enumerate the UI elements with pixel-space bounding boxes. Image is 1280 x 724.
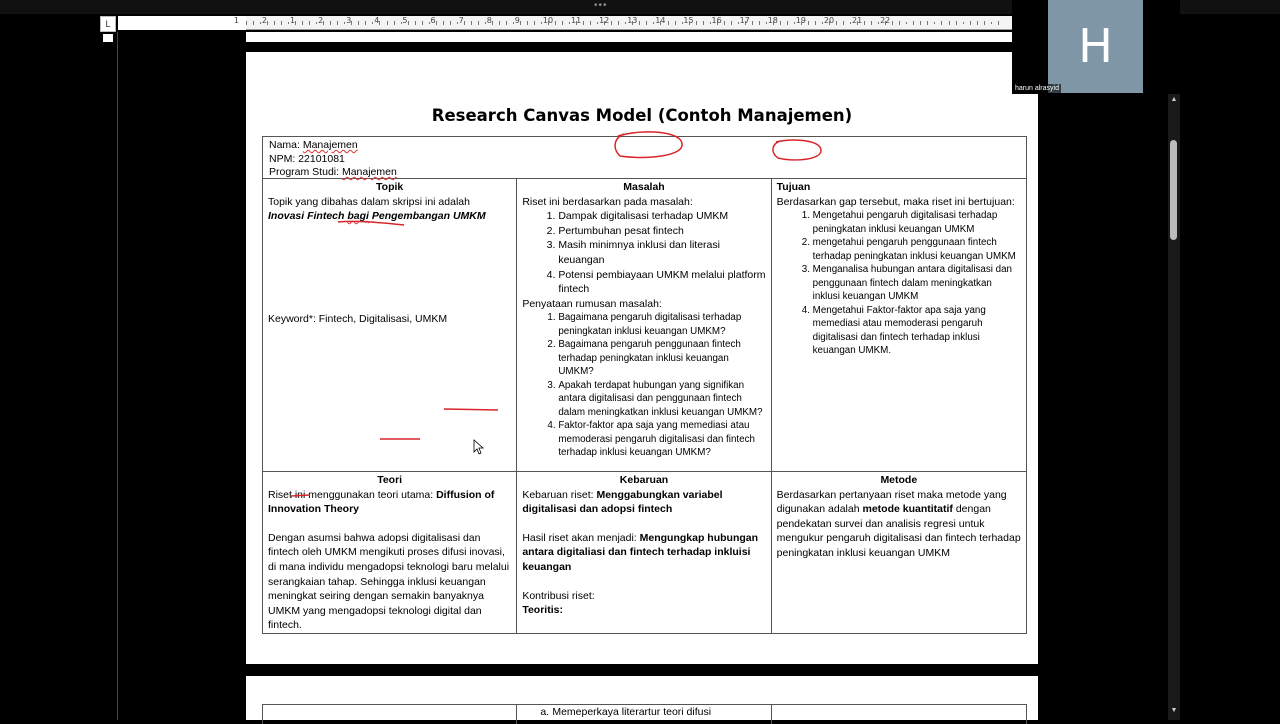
ruler-number: 7: [458, 16, 464, 25]
prodi-label: Program Studi:: [269, 166, 342, 178]
teoritis-label: Teoritis:: [522, 604, 563, 617]
ruler-tick: [485, 22, 486, 24]
ruler-tick: [752, 21, 753, 25]
ruler-tick: [941, 21, 942, 25]
list-item: 4. Mengetahui Faktor-faktor apa saja yang memediasi atau memoderasi pengaruh digitalisasi dan fintech terhadap inklusi keuangan UMKM.: [813, 304, 1021, 358]
ruler-tick: [478, 21, 479, 25]
ruler-tick: [450, 21, 451, 25]
topik-heading: Topik: [376, 181, 404, 193]
ruler-tick: [878, 22, 879, 24]
ruler-tick: [794, 22, 795, 24]
masalah-heading: Masalah: [623, 181, 665, 193]
ruler-tick: [731, 21, 732, 25]
ruler-tick: [429, 22, 430, 24]
rumusan-label: Penyataan rumusan masalah:: [522, 297, 662, 310]
metode-cell[interactable]: [772, 472, 1026, 633]
tujuan-list: [777, 209, 1021, 358]
ruler-tick: [422, 21, 423, 25]
ruler-tick: [457, 22, 458, 24]
ruler-tick: [274, 21, 275, 25]
ruler-tick: [316, 22, 317, 24]
canvas-table-continuation: [262, 704, 1027, 724]
tab-selector[interactable]: L: [100, 16, 116, 32]
metode-heading: Metode: [880, 474, 918, 486]
ruler-tick: [555, 21, 556, 25]
nama-value: Manajemen: [302, 139, 358, 151]
ruler-tick: [506, 21, 507, 25]
continued-cell[interactable]: [263, 705, 517, 724]
scroll-up-arrow[interactable]: ▲: [1170, 96, 1178, 103]
ruler-tick: [464, 21, 465, 25]
left-gutter: [0, 14, 100, 720]
ruler-tick: [984, 21, 985, 25]
list-item: 2. Bagaimana pengaruh penggunaan fintech terhadap peningkatan inklusi keuangan UMKM?: [558, 338, 765, 379]
ruler-tick: [583, 21, 584, 25]
continued-cell[interactable]: [772, 705, 1026, 724]
ruler-tick: [906, 22, 907, 24]
tujuan-intro: Berdasarkan gap tersebut, maka riset ini bertujuan:: [776, 195, 1015, 208]
ruler-number: 11: [571, 16, 582, 25]
ruler-tick: [815, 21, 816, 25]
ruler-tick: [408, 21, 409, 25]
list-item: 3. Masih minimnya inklusi dan literasi keuangan: [558, 238, 765, 267]
ruler-number: 4: [374, 16, 380, 25]
ruler-tick: [372, 22, 373, 24]
ruler-tick: [253, 21, 254, 25]
ruler-tick: [871, 21, 872, 25]
ruler-tick: [738, 22, 739, 24]
ruler-tick: [977, 21, 978, 25]
ruler-tick: [358, 21, 359, 25]
ruler-tick: [724, 21, 725, 25]
participant-name: harun alrasyid: [1015, 85, 1059, 92]
ruler-tick: [415, 21, 416, 25]
ruler-number: 22: [880, 16, 891, 25]
ruler-number: 20: [823, 16, 835, 25]
ruler-tick: [766, 22, 767, 24]
ruler-tick: [351, 21, 352, 25]
horizontal-ruler[interactable]: [233, 16, 1012, 30]
ruler-tick: [675, 21, 676, 25]
list-item: 4. Faktor-faktor apa saja yang memediasi atau memoderasi pengaruh digitalisasi dan fintech terhadap inklusi keuangan UMKM?: [558, 419, 765, 460]
ruler-margin: [118, 16, 246, 30]
vertical-ruler-marker: [103, 34, 113, 42]
topik-cell[interactable]: [263, 179, 517, 471]
ruler-tick: [597, 22, 598, 24]
ruler-tick: [808, 21, 809, 25]
ruler-tick: [991, 22, 992, 24]
teori-heading: Teori: [377, 474, 403, 486]
ruler-tick: [920, 21, 921, 25]
ruler-tick: [330, 21, 331, 25]
ruler-number: 14: [655, 16, 666, 25]
document-page[interactable]: [246, 52, 1038, 664]
tujuan-heading: Tujuan: [776, 181, 811, 193]
masalah-list: [522, 209, 765, 297]
ruler-tick: [267, 21, 268, 25]
ruler-tick: [344, 22, 345, 24]
ruler-tick: [337, 21, 338, 25]
ruler-number: 15: [683, 16, 694, 25]
ruler-tick: [295, 21, 296, 25]
ruler-tick: [492, 21, 493, 25]
continued-cell[interactable]: [517, 705, 771, 724]
vertical-ruler: [100, 32, 118, 720]
ruler-tick: [850, 22, 851, 24]
ruler-tick: [288, 22, 289, 24]
ruler-tick: [639, 21, 640, 25]
ruler-tick: [892, 21, 893, 25]
ruler-number: 1: [233, 16, 239, 25]
ruler-tick: [780, 21, 781, 25]
ruler-tick: [394, 21, 395, 25]
ruler-number: 19: [795, 16, 806, 25]
canvas-table: [262, 136, 1027, 634]
ruler-tick: [562, 21, 563, 25]
ruler-tick: [569, 22, 570, 24]
ruler-number: 6: [430, 16, 436, 25]
npm-value: 22101081: [298, 152, 345, 165]
list-item: 1. Bagaimana pengaruh digitalisasi terhadap peningkatan inklusi keuangan UMKM?: [558, 311, 765, 338]
document-title: Research Canvas Model (Contoh Manajemen): [431, 106, 853, 125]
ruler-tick: [323, 21, 324, 25]
teori-cell[interactable]: [263, 472, 517, 633]
ruler-tick: [949, 21, 950, 25]
tujuan-cell[interactable]: [772, 179, 1026, 471]
ruler-tick: [934, 22, 935, 24]
ruler-tick: [590, 21, 591, 25]
list-item: 2. Pertumbuhan pesat fintech: [558, 224, 765, 239]
ruler-tick: [401, 22, 402, 24]
ruler-tick: [471, 21, 472, 25]
hasil-riset: Hasil riset akan menjadi: Mengungkap hubungan antara digitaliasi dan fintech terhadap inkluisi keuangan: [522, 531, 759, 573]
ruler-tick: [436, 21, 437, 25]
kebaruan-heading: Kebaruan: [619, 474, 669, 486]
ruler-tick: [499, 21, 500, 25]
header-info-cell[interactable]: [263, 137, 1026, 179]
teori-paragraph: Dengan asumsi bahwa adopsi digitalisasi dan fintech oleh UMKM mengikuti proses difusi inovasi, di mana individu mengadopsi teknologi baru melalui serangkaian tahap. Sehingga inklusi keuangan meningkat seiring dengan semakin banyaknya UMKM yang mengadopsi teknologi digital dan fintech.: [268, 531, 510, 632]
rumusan-list: [522, 311, 765, 460]
list-marker: a.: [540, 706, 550, 718]
ruler-number: 8: [486, 16, 492, 25]
ruler-tick: [611, 21, 612, 25]
ruler-tick: [379, 21, 380, 25]
list-item: 3. Menganalisa hubungan antara digitalisasi dan penggunaan fintech dalam meningkatkan inklusi keuangan UMKM: [813, 263, 1021, 304]
ruler-tick: [970, 21, 971, 25]
list-item: 1. Dampak digitalisasi terhadap UMKM: [558, 209, 765, 224]
previous-page-end: [246, 32, 1012, 42]
topik-keyword: Keyword*: Fintech, Digitalisasi, UMKM: [268, 312, 448, 325]
scroll-down-arrow[interactable]: ▼: [1170, 707, 1178, 714]
ruler-tick: [246, 21, 247, 25]
ruler-tick: [625, 22, 626, 24]
ruler-tick: [836, 21, 837, 25]
ruler-number: 16: [711, 16, 722, 25]
ruler-number: 18: [767, 16, 778, 25]
ruler-tick: [913, 21, 914, 25]
masalah-cell[interactable]: [517, 179, 771, 471]
kontribusi-label: Kontribusi riset:: [522, 589, 595, 602]
ruler-tick: [541, 22, 542, 24]
list-item: 4. Potensi pembiayaan UMKM melalui platform fintech: [558, 268, 765, 297]
ruler-tick: [646, 21, 647, 25]
ruler-tick: [963, 22, 964, 24]
ruler-number: 3: [346, 16, 352, 25]
ruler-number: 13: [627, 16, 638, 25]
ruler-tick: [618, 21, 619, 25]
nama-label: Nama:: [269, 139, 303, 151]
ruler-tick: [703, 21, 704, 25]
list-item: 3. Apakah terdapat hubungan yang signifikan antara digitalisasi dan penggunaan fintech dalam meningkatkan inklusi keuangan UMKM?: [558, 379, 765, 420]
ruler-tick: [864, 21, 865, 25]
ruler-tick: [653, 22, 654, 24]
ruler-tick: [281, 21, 282, 25]
ruler-number: 21: [852, 16, 863, 25]
ruler-tick: [927, 21, 928, 25]
npm-label: NPM:: [269, 152, 299, 165]
ruler-number: 1: [290, 16, 296, 25]
ruler-tick: [443, 21, 444, 25]
prodi-value: Manajemen: [341, 166, 397, 178]
ruler-tick: [787, 21, 788, 25]
list-item: Memeperkaya literartur teori difusi: [552, 706, 712, 718]
ruler-tick: [260, 22, 261, 24]
ruler-tick: [365, 21, 366, 25]
ruler-number: 9: [514, 16, 520, 25]
ruler-tick: [302, 21, 303, 25]
metode-text: Berdasarkan pertanyaan riset maka metode yang digunakan adalah metode kuantitatif dengan pendekatan survei dan analisis regresi untuk mengukur pengaruh digitalisasi dan fintech terhadap peningkatan inklusi keuangan UMKM: [776, 488, 1021, 559]
list-item: 2. mengetahui pengaruh penggunaan fintech terhadap peningkatan inklusi keuangan UMKM: [813, 236, 1021, 263]
ruler-tick: [998, 21, 999, 25]
ruler-tick: [309, 21, 310, 25]
canvas-row-1: [263, 179, 1026, 472]
window-handle[interactable]: •••: [594, 0, 608, 11]
ruler-number: 10: [542, 16, 554, 25]
ruler-tick: [899, 21, 900, 25]
topik-intro: Topik yang dibahas dalam skripsi ini adalah: [268, 195, 470, 208]
kebaruan-cell[interactable]: [517, 472, 771, 633]
ruler-number: 5: [402, 16, 408, 25]
ruler-tick: [527, 21, 528, 25]
document-page-2[interactable]: [246, 676, 1038, 720]
teori-line: Riset ini menggunakan teori utama: Diffusion of Innovation Theory: [268, 488, 495, 516]
ruler-tick: [759, 21, 760, 25]
ruler-tick: [956, 21, 957, 25]
participant-avatar[interactable]: H: [1048, 0, 1143, 93]
ruler-number: 2: [318, 16, 324, 25]
ruler-tick: [513, 22, 514, 24]
kebaruan-riset: Kebaruan riset: Menggabungkan variabel digitalisasi dan adopsi fintech: [522, 488, 723, 516]
ruler-tick: [843, 21, 844, 25]
ruler-tick: [520, 21, 521, 25]
ruler-number: 2: [261, 16, 267, 25]
masalah-intro: Riset ini berdasarkan pada masalah:: [522, 195, 693, 208]
ruler-tick: [387, 21, 388, 25]
topik-title: Inovasi Fintech bagi Pengembangan UMKM: [268, 210, 486, 223]
scrollbar-thumb[interactable]: [1170, 140, 1177, 240]
ruler-tick: [822, 22, 823, 24]
ruler-tick: [696, 21, 697, 25]
list-item: 1. Mengetahui pengaruh digitalisasi terhadap peningkatan inklusi keuangan UMKM: [813, 209, 1021, 236]
ruler-tick: [668, 21, 669, 25]
ruler-tick: [534, 21, 535, 25]
ruler-number: 12: [599, 16, 610, 25]
canvas-row-2: [263, 472, 1026, 633]
ruler-tick: [682, 22, 683, 24]
ruler-number: 17: [739, 16, 750, 25]
ruler-tick: [710, 22, 711, 24]
